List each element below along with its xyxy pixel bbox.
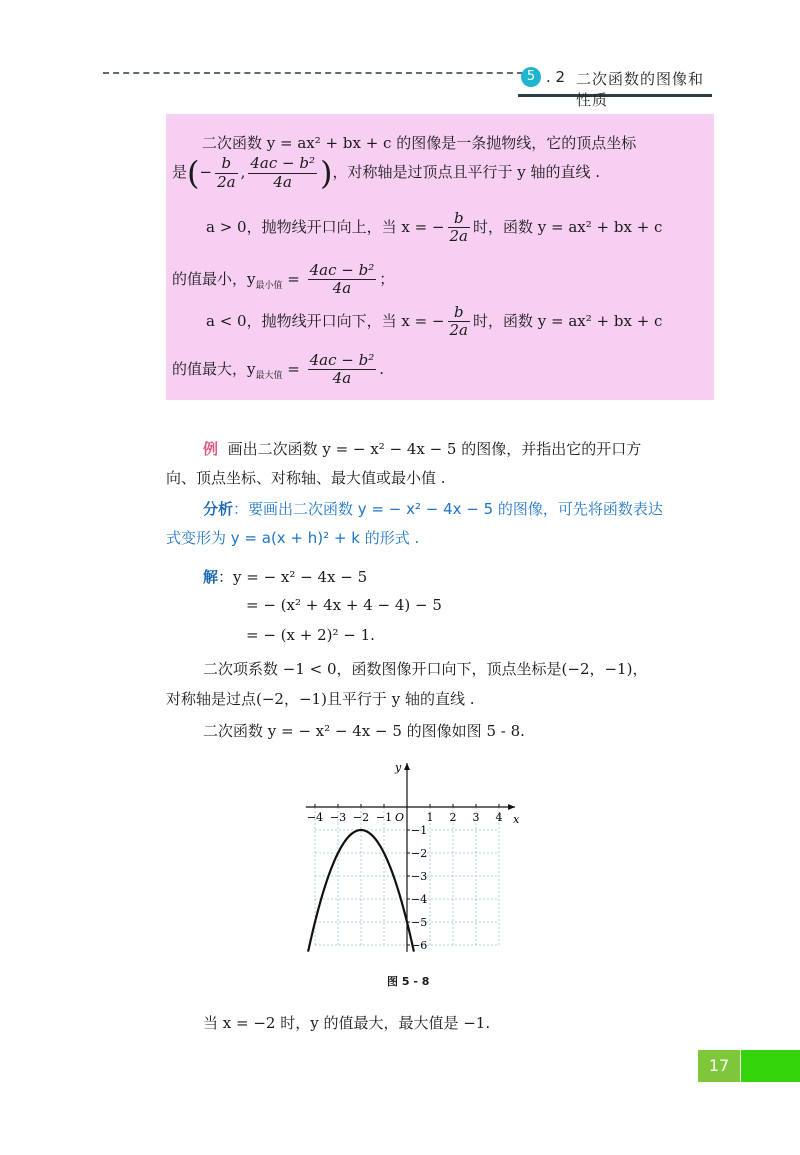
section-subnumber: . 2 xyxy=(546,68,566,86)
summary-box xyxy=(166,114,714,400)
summary-line-1: 二次函数 y = ax² + bx + c 的图像是一条抛物线，它的顶点坐标 xyxy=(202,134,637,152)
x-tick-label: 3 xyxy=(472,811,480,824)
header-dashed-rule xyxy=(103,72,523,74)
y-tick-label: −4 xyxy=(411,893,428,906)
text-paragraph-1: 二次项系数 −1 < 0，函数图像开口向下，顶点坐标是(−2，−1)， xyxy=(203,660,648,678)
x-tick-label: −2 xyxy=(352,811,370,824)
solution-line-3: = − (x + 2)² − 1. xyxy=(246,626,375,644)
y-tick-label: −1 xyxy=(411,824,428,837)
x-tick-label: −3 xyxy=(329,811,347,824)
example-label: 例 xyxy=(203,440,219,458)
parabola-figure xyxy=(296,755,526,970)
y-tick-label: −5 xyxy=(411,916,428,929)
summary-line-4: 的值最小，$y_{最小值}$ = $\frac{\text{4ac − b²}}{4a}$ ； xyxy=(172,261,395,298)
y-tick-label: −3 xyxy=(411,870,428,883)
x-tick-label: 1 xyxy=(426,811,434,824)
solution-line-2: = − (x² + 4x + 4 − 4) − 5 xyxy=(246,596,442,614)
section-number-badge: 5 xyxy=(521,67,541,87)
analysis-line-1: 分析：要画出二次函数 y = − x² − 4x − 5 的图像，可先将函数表达 xyxy=(203,500,663,518)
origin-label: O xyxy=(395,811,405,824)
x-tick-label: −1 xyxy=(375,811,393,824)
summary-line-2: 是(− $\frac{b}{2a}$ , $\frac{\text{4ac − b²}}{4a}$ )，对称轴是过顶点且平行于 y 轴的直线 . xyxy=(172,154,601,192)
summary-line-5: a < 0，抛物线开口向下，当 x = − $\frac{b}{2a}$ 时，函数 y = ax² + bx + c xyxy=(206,303,663,340)
summary-line-3: a > 0，抛物线开口向上，当 x = − $\frac{b}{2a}$ 时，函数 y = ax² + bx + c xyxy=(206,209,663,246)
solution-label: 解 xyxy=(203,568,219,586)
x-tick-label: 4 xyxy=(495,811,503,824)
vertex-y-fraction: $\frac{\text{4ac − b²}}{4a}$ xyxy=(250,154,315,191)
figure-caption: 图 5 - 8 xyxy=(387,975,430,988)
y-axis-arrow xyxy=(404,763,410,770)
vertex-x-fraction: $\frac{b}{2a}$ xyxy=(217,154,236,191)
y-axis-label: y xyxy=(395,761,402,774)
example-line-2: 向、顶点坐标、对称轴、最大值或最小值 . xyxy=(166,469,446,487)
page-header xyxy=(518,64,712,109)
section-title: 二次函数的图像和性质 xyxy=(576,70,705,109)
x-tick-label: −4 xyxy=(306,811,324,824)
analysis-line-2: 式变形为 y = a(x + h)² + k 的形式 . xyxy=(166,529,420,547)
text-paragraph-2: 对称轴是过点(−2，−1)且平行于 y 轴的直线 . xyxy=(166,690,475,708)
y-tick-label: −6 xyxy=(411,939,428,952)
page-number-bar xyxy=(741,1050,800,1082)
x-axis-arrow xyxy=(508,804,515,810)
summary-line-6: 的值最大，$y_{最大值}$ = $\frac{\text{4ac − b²}}{4a}$ . xyxy=(172,351,384,388)
x-tick-label: 2 xyxy=(449,811,457,824)
y-tick-label: −2 xyxy=(411,847,428,860)
x-axis-label: x xyxy=(513,813,520,826)
example-line-1: 例 画出二次函数 y = − x² − 4x − 5 的图像，并指出它的开口方 xyxy=(203,440,642,458)
page-number: 17 xyxy=(698,1050,740,1082)
text-paragraph-3: 二次函数 y = − x² − 4x − 5 的图像如图 5 - 8. xyxy=(203,722,525,740)
analysis-label: 分析 xyxy=(203,500,234,518)
conclusion-text: 当 x = −2 时，y 的值最大，最大值是 −1. xyxy=(203,1014,491,1032)
solution-line-1: 解：y = − x² − 4x − 5 xyxy=(203,568,368,586)
